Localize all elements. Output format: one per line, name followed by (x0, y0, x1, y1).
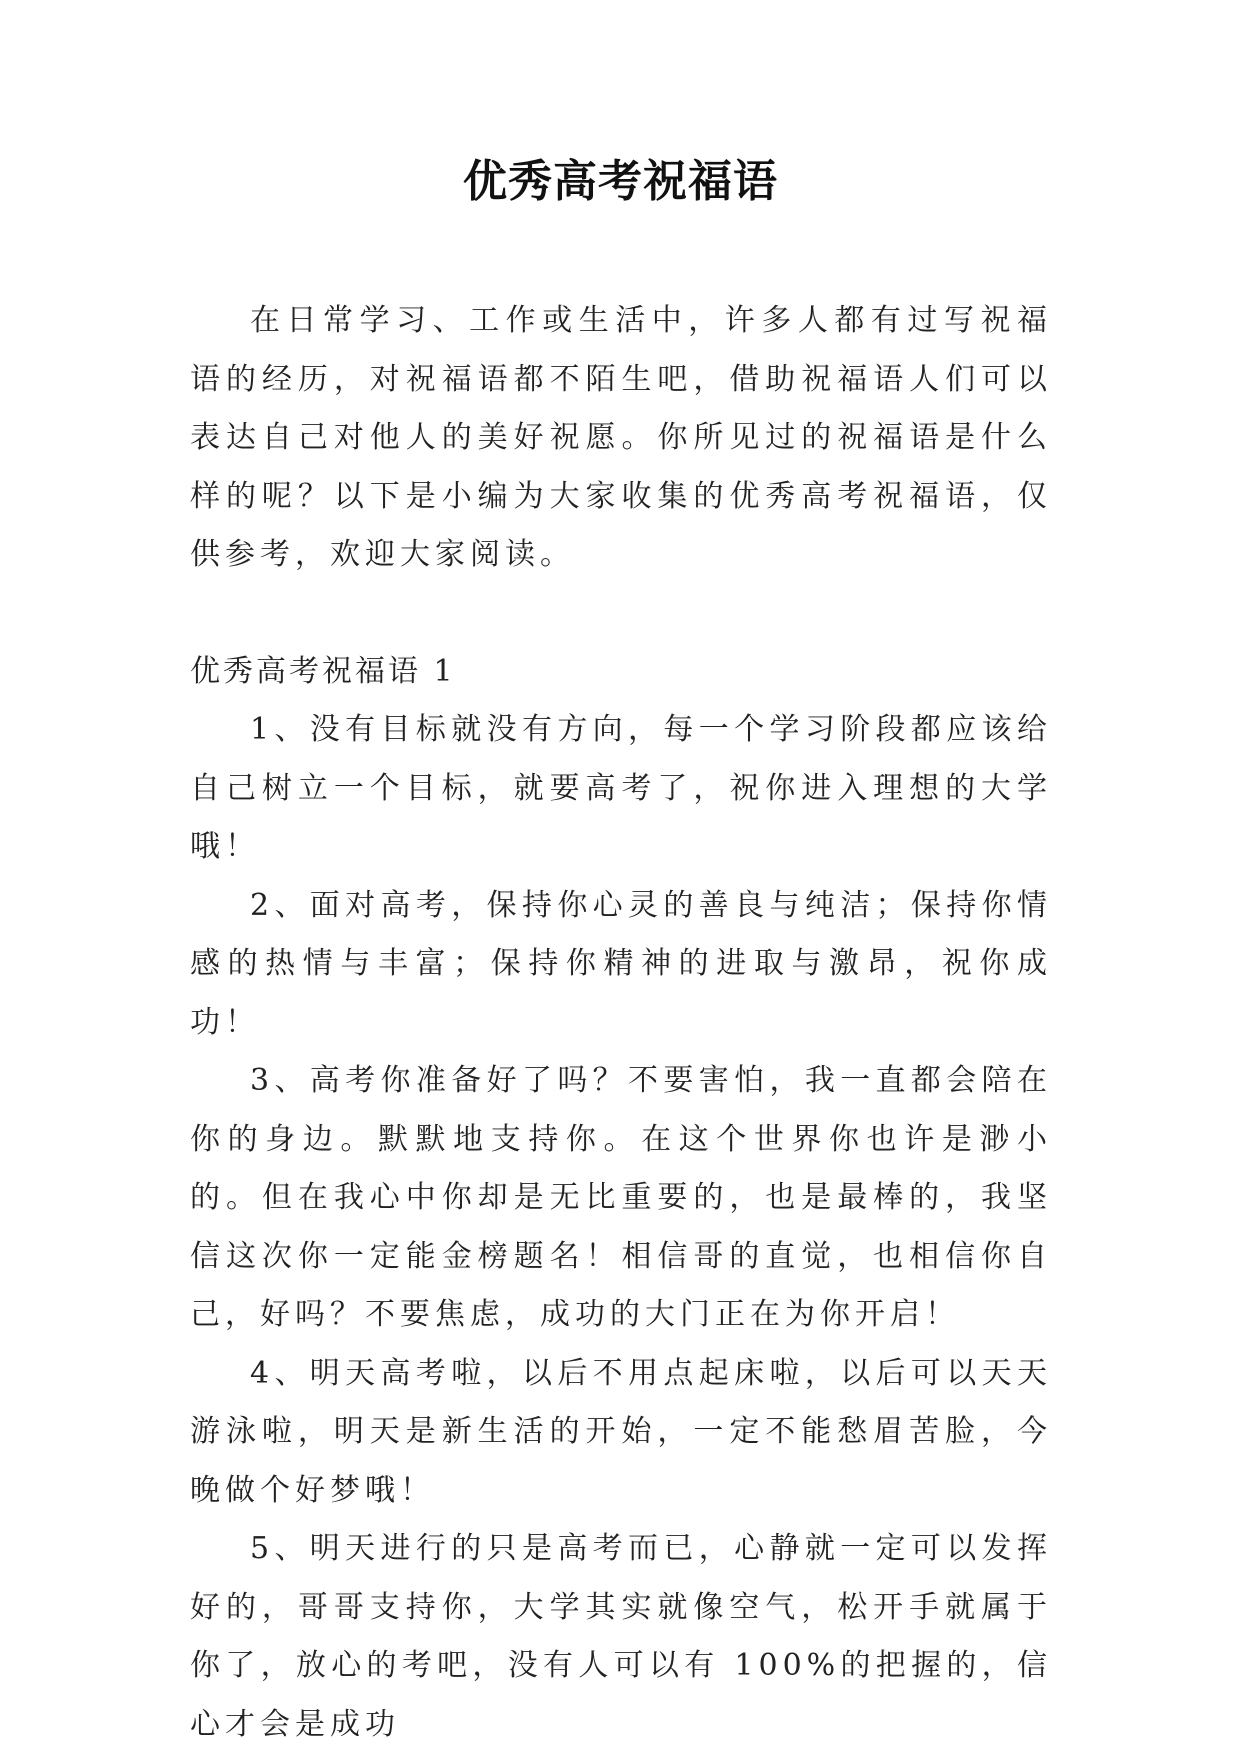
list-item-1: 1、没有目标就没有方向，每一个学习阶段都应该给自己树立一个目标，就要高考了，祝你进入理想的大学哦！ (190, 712, 1052, 864)
list-item-5: 5、明天进行的只是高考而已，心静就一定可以发挥好的，哥哥支持你，大学其实就像空气，松开手就属于你了，放心的考吧，没有人可以有 100%的把握的，信心才会是成功 (190, 1531, 1052, 1742)
list-item-4: 4、明天高考啦，以后不用点起床啦，以后可以天天游泳啦，明天是新生活的开始，一定不能愁眉苦脸，今晚做个好梦哦！ (190, 1355, 1052, 1508)
list-item-3: 3、高考你准备好了吗？不要害怕，我一直都会陪在你的身边。默默地支持你。在这个世界你也许是渺小的。但在我心中你却是无比重要的，也是最棒的，我坚信这次你一定能金榜题名！相信哥的直觉，也相信你自己，好吗？不要焦虑，成功的大门正在为你开启！ (190, 1063, 1052, 1332)
intro-paragraph: 在日常学习、工作或生活中，许多人都有过写祝福语的经历，对祝福语都不陌生吧，借助祝福语人们可以表达自己对他人的美好祝愿。你所见过的祝福语是什么样的呢？以下是小编为大家收集的优秀高考祝福语，仅供参考，欢迎大家阅读。 (190, 303, 1052, 572)
document-title: 优秀高考祝福语 (463, 156, 778, 207)
list-item-2: 2、面对高考，保持你心灵的善良与纯洁；保持你情感的热情与丰富；保持你精神的进取与激昂，祝你成功！ (190, 887, 1052, 1040)
section-heading: 优秀高考祝福语 1 (190, 653, 456, 689)
document-body (190, 292, 1052, 1754)
